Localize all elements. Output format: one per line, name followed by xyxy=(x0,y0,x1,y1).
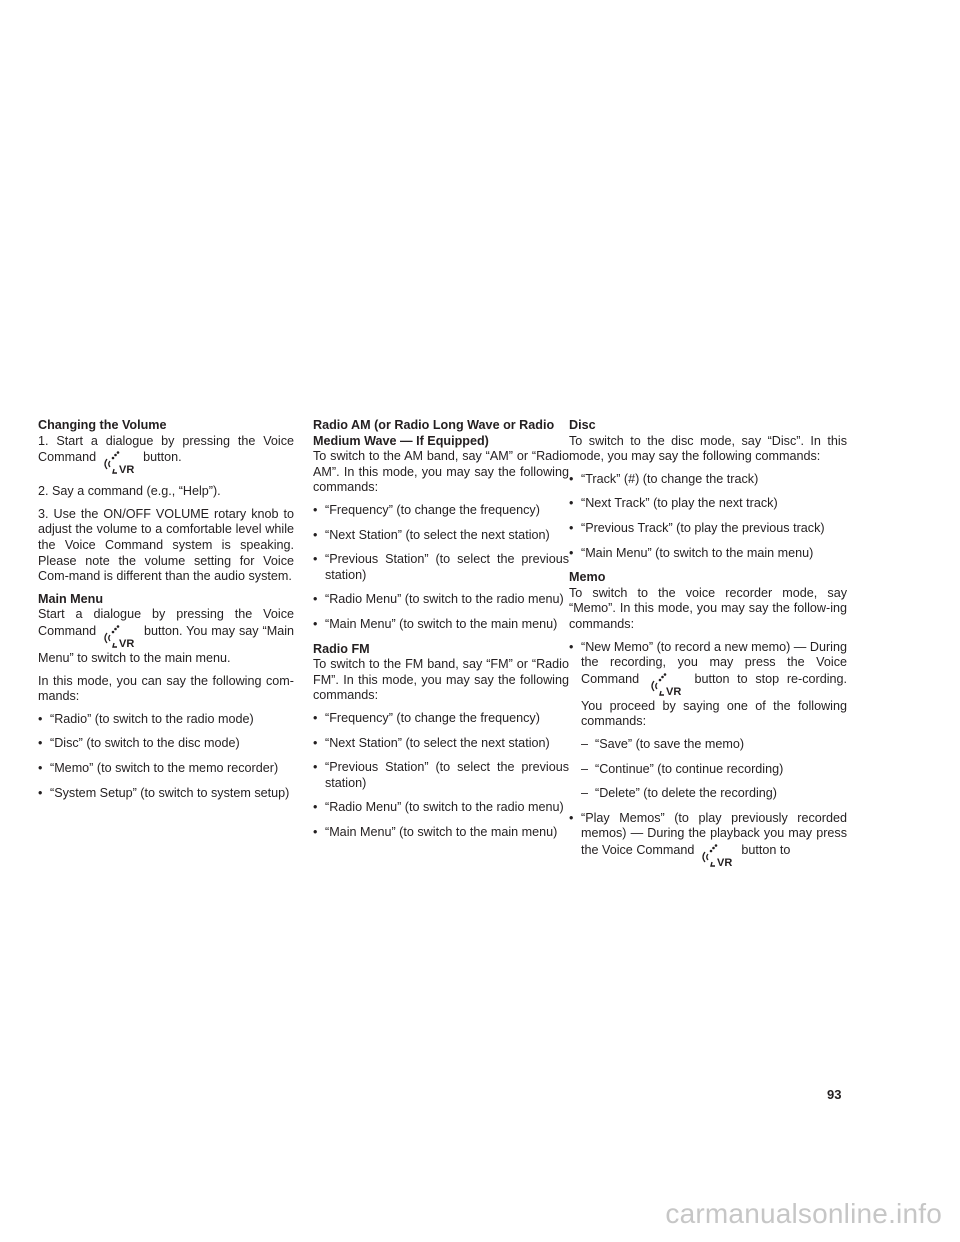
svg-text:VR: VR xyxy=(665,685,682,698)
list-item: • “Previous Station” (to select the previous station) xyxy=(313,552,569,583)
list-item: • “Previous Track” (to play the previous track) xyxy=(569,521,847,537)
step-2: 2. Say a command (e.g., “Help”). xyxy=(38,484,221,499)
sub-list-item: – “Save” (to save the memo) xyxy=(581,737,847,753)
list-item: • “Radio Menu” (to switch to the radio menu) xyxy=(313,800,569,816)
voice-command-icon xyxy=(102,449,138,477)
disc-commands xyxy=(569,472,847,561)
list-item: • “Next Station” (to select the next station) xyxy=(313,736,569,752)
list-item: • “Next Station” (to select the next station) xyxy=(313,528,569,544)
watermark: carmanualsonline.info xyxy=(665,1198,942,1229)
heading-radio-am: Radio AM (or Radio Long Wave or Radio Medium Wave — If Equipped) xyxy=(313,418,555,448)
main-menu-text xyxy=(38,607,294,666)
main-menu-commands xyxy=(38,712,294,801)
play-memos-text-end: button to xyxy=(741,842,791,857)
voice-command-icon xyxy=(700,842,736,870)
list-item: • “Next Track” (to play the next track) xyxy=(569,496,847,512)
main-menu-text-end: button. You may say “Main Menu” to switch to the main menu. xyxy=(38,623,295,665)
list-item: • “Radio Menu” (to switch to the radio menu) xyxy=(313,592,569,608)
radio-fm-intro: To switch to the FM band, say “FM” or “Radio FM”. In this mode, you may say the following commands: xyxy=(313,657,569,703)
list-item: • “Frequency” (to change the frequency) xyxy=(313,503,569,519)
sub-list-item: – “Continue” (to continue recording) xyxy=(581,762,847,778)
radio-am-commands xyxy=(313,503,569,633)
memo-intro: To switch to the voice recorder mode, say “Memo”. In this mode, you may say the follow-ing commands: xyxy=(569,585,847,631)
new-memo-text-end: button to stop re-cording. You proceed by saying one of the following commands: xyxy=(581,671,848,729)
heading-radio-fm: Radio FM xyxy=(313,641,370,656)
main-menu-text-start: Start a dialogue by pressing the Voice Command xyxy=(38,607,294,638)
voice-command-icon xyxy=(102,623,138,651)
svg-text:VR: VR xyxy=(119,637,135,650)
step-1-text: 1. Start a dialogue by pressing the Voice Command xyxy=(38,433,294,465)
column-right xyxy=(569,418,847,879)
heading-memo: Memo xyxy=(569,570,606,585)
column-left xyxy=(38,418,294,810)
heading-main-menu: Main Menu xyxy=(38,591,104,606)
heading-changing-volume: Changing the Volume xyxy=(38,418,167,432)
list-item: • “Disc” (to switch to the disc mode) xyxy=(38,736,294,752)
memo-commands xyxy=(569,640,847,870)
list-item: • “Main Menu” (to switch to the main menu) xyxy=(313,825,569,841)
svg-text:VR: VR xyxy=(118,464,134,477)
main-menu-intro: In this mode, you can say the following com-mands: xyxy=(38,673,294,704)
list-item: • “Memo” (to switch to the memo recorder) xyxy=(38,761,294,777)
step-3: 3. Use the ON/OFF VOLUME rotary knob to adjust the volume to a comfortable level while the Voice Command system is speaking. Please note the volume setting for Voice Com-mand is different than the audio system. xyxy=(38,506,294,584)
sub-list-item: – “Delete” (to delete the recording) xyxy=(581,786,847,802)
radio-am-intro: To switch to the AM band, say “AM” or “Radio AM”. In this mode, you may say the following commands: xyxy=(313,449,569,495)
list-item: • “Previous Station” (to select the previous station) xyxy=(313,760,569,791)
list-item: • “Main Menu” (to switch to the main menu) xyxy=(569,546,847,562)
list-item: • “Radio” (to switch to the radio mode) xyxy=(38,712,294,728)
new-memo-text: “New Memo” (to record a new memo) — During the recording, you may press the Voice Command xyxy=(581,639,847,686)
new-memo-subcommands xyxy=(581,737,847,802)
list-item: • “System Setup” (to switch to system setup) xyxy=(38,786,294,802)
radio-fm-commands xyxy=(313,711,569,841)
list-item-new-memo xyxy=(569,640,847,802)
voice-command-icon xyxy=(649,671,685,699)
column-middle xyxy=(313,418,569,849)
page-number: 93 xyxy=(827,1087,842,1102)
svg-text:VR: VR xyxy=(716,856,733,869)
heading-disc: Disc xyxy=(569,418,596,432)
step-1 xyxy=(38,434,294,478)
list-item-play-memos xyxy=(569,811,847,870)
list-item: • “Track” (#) (to change the track) xyxy=(569,472,847,488)
list-item: • “Frequency” (to change the frequency) xyxy=(313,711,569,727)
step-1-suffix: button. xyxy=(143,450,182,465)
play-memos-text: “Play Memos” (to play previously recorded memos) — During the playback you may press the Voice Command xyxy=(581,810,847,857)
disc-intro: To switch to the disc mode, say “Disc”. In this mode, you may say the following commands: xyxy=(569,433,847,464)
list-item: • “Main Menu” (to switch to the main menu) xyxy=(313,617,569,633)
